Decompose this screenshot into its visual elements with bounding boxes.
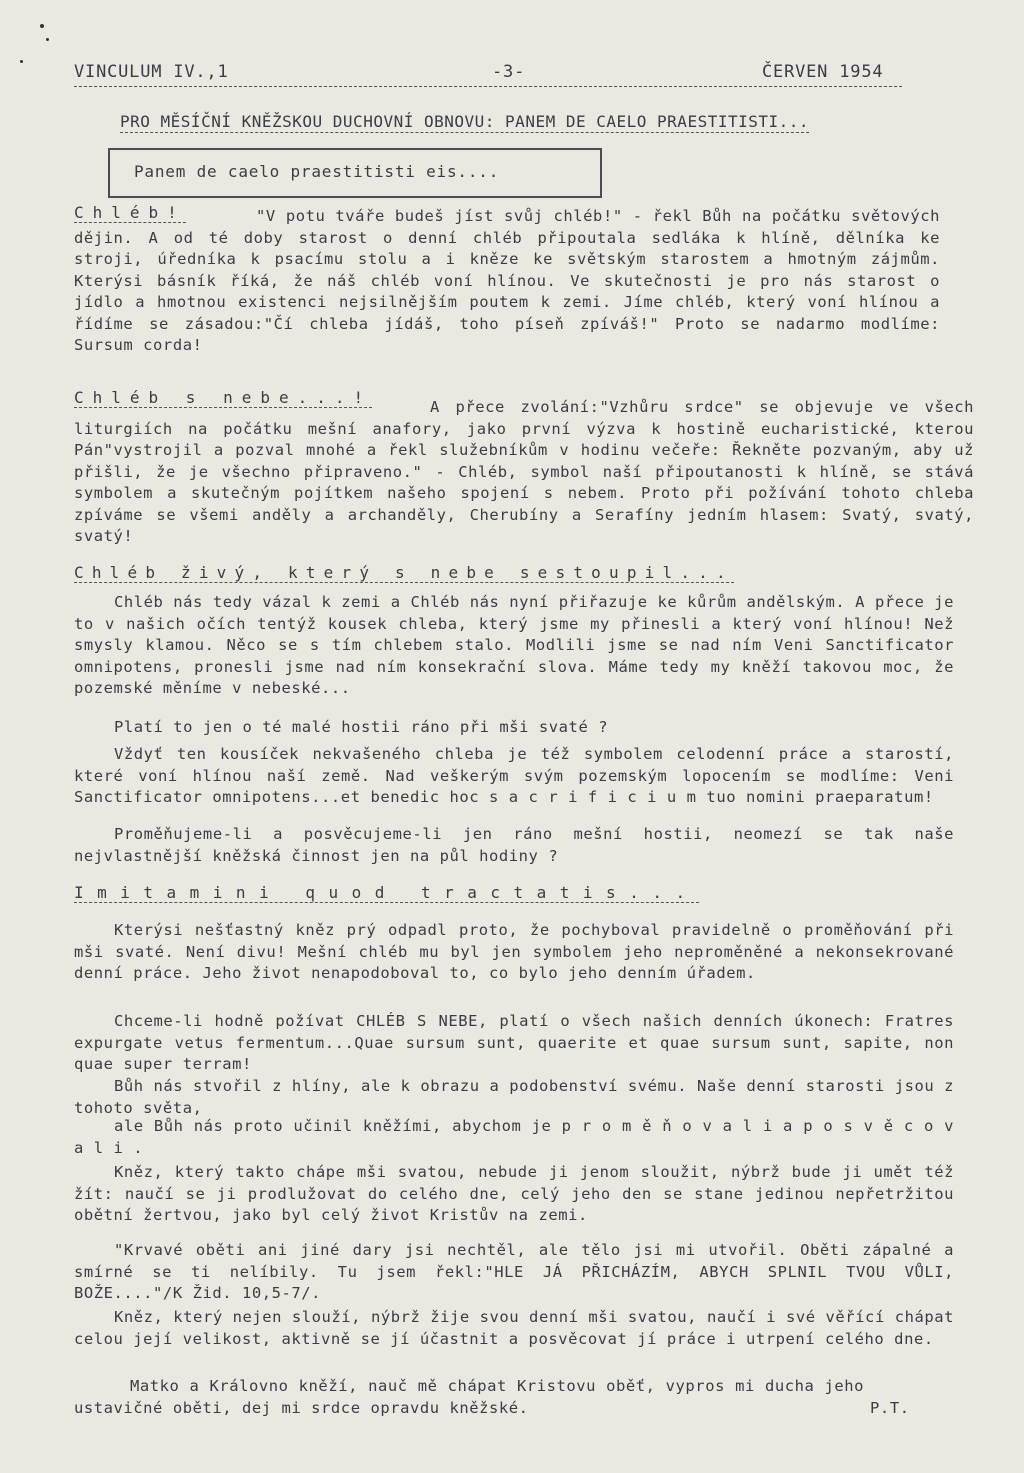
section-heading: Chléb živý, který s nebe sestoupil... bbox=[74, 563, 734, 582]
ink-speck bbox=[40, 24, 44, 28]
section-text: A přece zvolání:"Vzhůru srdce" se objevuje ve všech liturgiích na počátku mešní anafory, jako první výzva k hostině eucharistické, kterou Pán"vystrojil a pozval mnohé a řekl služebníkům v hodinu večeře: Řekněte pozvaným, aby už přišli, že je všechno připraveno." - Chléb, symbol naší připoutanosti k hlíně, se stává symbolem a skutečným pojítkem našeho spojení s nebem. Proto při požívání tohoto chleba zpíváme se všemi anděly a archanděly, Cherubíny a Serafíny jedním hlasem: Svatý, svatý, svatý! bbox=[74, 398, 974, 545]
section-paragraph: Vždyť ten kousíček nekvašeného chleba je též symbolem celodenní práce a starostí, které voní hlínou naší země. Nad veškerým svým pozemským lopocením se modlíme: Veni Sanctificator omnipotens...et benedic hoc s a c r i f i c i u m tuo nomini praeparatum! bbox=[74, 745, 954, 806]
section-paragraph: Proměňujeme-li a posvěcujeme-li jen ráno mešní hostii, neomezí se tak naše nejvlastnější kněžská činnost jen na půl hodiny ? bbox=[74, 825, 954, 865]
section-paragraph: "Krvavé oběti ani jiné dary jsi nechtěl, ale tělo jsi mi utvořil. Oběti zápalné a smírné se ti nelíbily. Tu jsem řekl:"HLE JÁ PŘICHÁZÍM, ABYCH SPLNIL TVOU VŮLI, BOŽE...."/K Žid. 10,5-7/. bbox=[74, 1241, 954, 1302]
section-paragraph: Kterýsi nešťastný kněz prý odpadl proto, že pochyboval pravidelně o proměňování při mši svaté. Není divu! Mešní chléb mu byl jen symbolem jeho neproměněné a nekonsekrované denní práce. Jeho život nenapodoboval to, co bylo jeho denním úřadem. bbox=[74, 921, 954, 982]
closing-prayer: Matko a Královno kněží, nauč mě chápat Kristovu oběť, vypros mi ducha jeho ustavičné oběti, dej mi srdce opravdu kněžské. bbox=[74, 1377, 864, 1417]
header-rule bbox=[74, 86, 902, 87]
header-date: ČERVEN 1954 bbox=[762, 62, 884, 82]
section-paragraph: Kněz, který nejen slouží, nýbrž žije svou denní mši svatou, naučí i své věřící chápat celou její velikost, aktivně se jí účastnit a posvěcovat jí práce i utrpení celého dne. bbox=[74, 1308, 954, 1348]
section-paragraph: Chléb nás tedy vázal k zemi a Chléb nás nyní přiřazuje ke kůrům andělským. A přece je to v našich očích tentýž kousek chleba, který jsme my přinesli a který voní hlínou! Než smysly klamou. Něco se s tím chlebem stalo. Modlili jsme se nad ním Veni Sanctificator omnipotens, pronesli jsme nad ním konsekrační slova. Máme tedy my kněží takovou moc, že pozemské měníme v nebeské... bbox=[74, 593, 954, 697]
section-heading: Imitamini quod tractatis... bbox=[74, 883, 699, 902]
epigraph-box bbox=[108, 148, 602, 198]
ink-speck bbox=[46, 38, 49, 41]
ink-speck bbox=[20, 60, 23, 63]
section-heading: Chléb! bbox=[74, 203, 186, 222]
author-signature: P.T. bbox=[870, 1399, 910, 1417]
section-paragraph: Chceme-li hodně požívat CHLÉB S NEBE, platí o všech našich denních úkonech: Fratres expurgate vetus fermentum...Quae sursum sunt, quaerite et quae sursum sunt, sapite, non quae super terram! bbox=[74, 1012, 954, 1073]
section-paragraph: Kněz, který takto chápe mši svatou, nebude ji jenom sloužit, nýbrž bude ji umět též žít: naučí se ji prodlužovat do celého dne, celý jeho den se stane jedinou nepřetržitou obětní žertvou, jako byl celý život Kristův na zemi. bbox=[74, 1163, 954, 1224]
section-paragraph: Platí to jen o té malé hostii ráno při mši svaté ? bbox=[114, 718, 609, 736]
page-title: PRO MĚSÍČNÍ KNĚŽSKOU DUCHOVNÍ OBNOVU: PANEM DE CAELO PRAESTITISTI... bbox=[120, 112, 810, 131]
header-page-number: -3- bbox=[492, 62, 526, 82]
section-paragraph: Bůh nás stvořil z hlíny, ale k obrazu a podobenství svému. Naše denní starosti jsou z tohoto světa, bbox=[74, 1077, 954, 1117]
header-issue: VINCULUM IV.,1 bbox=[74, 62, 229, 82]
section-paragraph: ale Bůh nás proto učinil kněžími, abychom je p r o m ě ň o v a l i a p o s v ě c o v a l i . bbox=[74, 1117, 954, 1157]
epigraph-text: Panem de caelo praestitisti eis.... bbox=[134, 162, 500, 181]
section-text: "V potu tváře budeš jíst svůj chléb!" - řekl Bůh na počátku světových dějin. A od té doby starost o denní chléb připoutala sedláka k hlíně, dělníka ke stroji, úředníka k psacímu stolu a i kněze ke světským starostem a hmotným zájmům. Kterýsi básník říká, že náš chléb voní hlínou. Ve skutečnosti je pro nás starost o jídlo a hmotnou existenci nejsilnějším poutem k zemi. Jíme chléb, který voní hlínou a řídíme se zásadou:"Čí chleba jídáš, toho píseň zpíváš!" Proto se nadarmo modlíme: Sursum corda! bbox=[74, 207, 940, 354]
section-heading: Chléb s nebe...! bbox=[74, 388, 373, 407]
